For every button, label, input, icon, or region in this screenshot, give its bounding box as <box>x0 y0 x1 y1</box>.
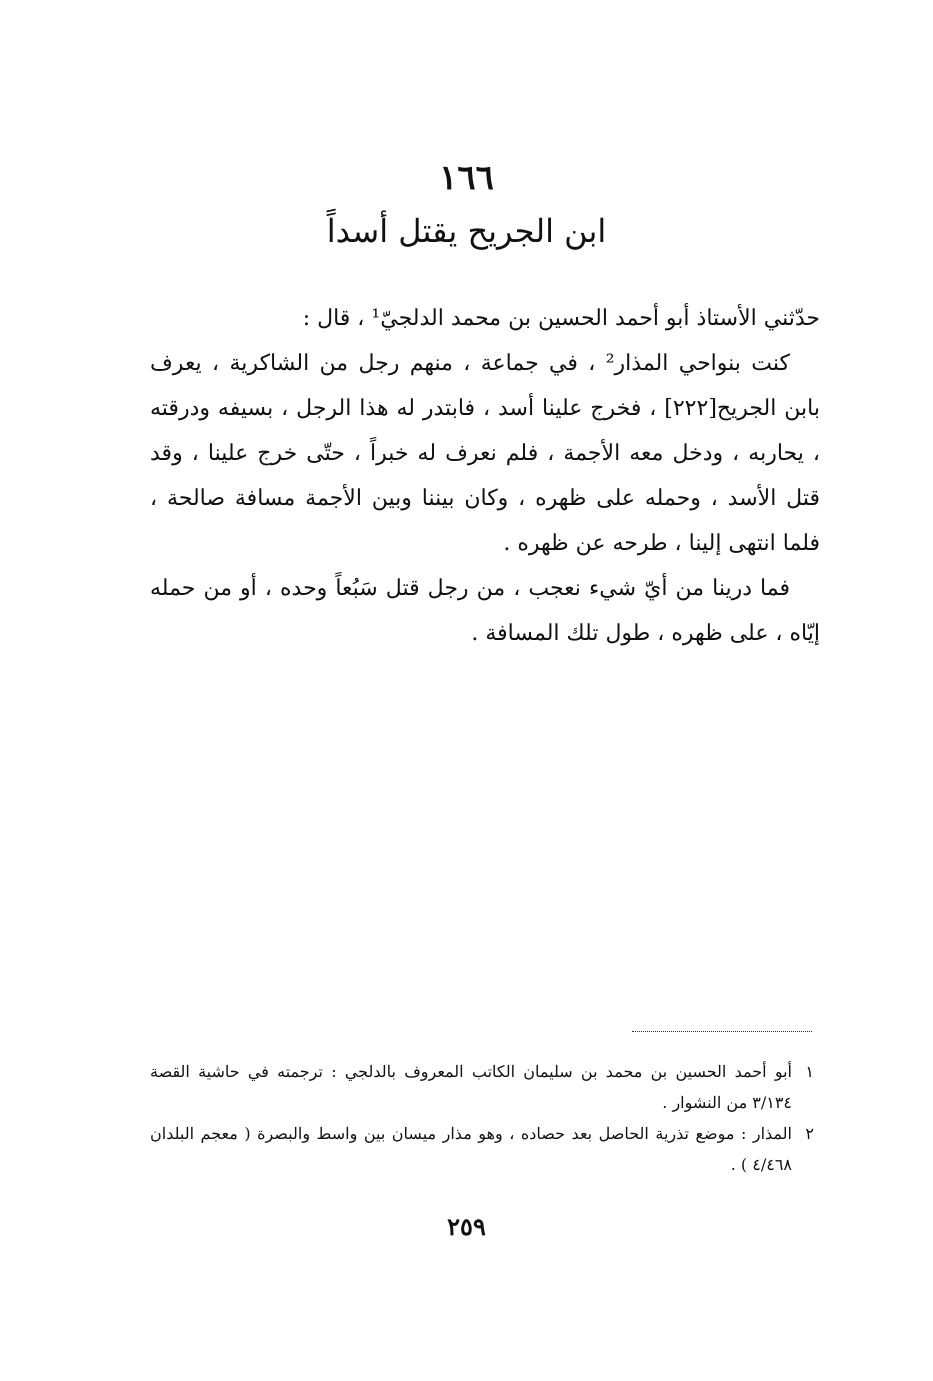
narrator-line: حدّثني الأستاذ أبو أحمد الحسين بن محمد الدلجيّ¹ ، قال : <box>302 306 820 331</box>
footnote-text: أبو أحمد الحسين بن محمد بن سليمان الكاتب المعروف بالدلجي : ترجمته في حاشية القصة ٣/١٣٤ من النشوار . <box>150 1062 792 1112</box>
footnote-number: ٢ <box>805 1124 814 1143</box>
footnote <box>150 1056 814 1118</box>
story-number: ١٦٦ <box>439 158 494 198</box>
story-paragraph: فما درينا من أيّ شيء نعجب ، من رجل قتل سَبُعاً وحده ، أو من حمله إيّاه ، على ظهره ، طول تلك المسافة . <box>150 576 820 646</box>
footnote-number: ١ <box>805 1062 814 1081</box>
page-number: ٢٥٩ <box>447 1212 486 1241</box>
footnote-text: المذار : موضع تذرية الحاصل بعد حصاده ، وهو مذار ميسان بين واسط والبصرة ( معجم البلدان ٤/٤٦٨ ) . <box>150 1124 792 1174</box>
footnote-separator <box>632 1031 812 1032</box>
story-paragraph: كنت بنواحي المذار² ، في جماعة ، منهم رجل من الشاكرية ، يعرف بابن الجريح[٢٢٢] ، فخرج علينا أسد ، فابتدر له هذا الرجل ، بسيفه ودرقته ، يحاربه ، ودخل معه الأجمة ، فلم نعرف له خبراً ، حتّى خرج علينا ، وقد قتل الأسد ، وحمله على ظهره ، وكان بيننا وبين الأجمة مسافة صالحة ، فلما انتهى إلينا ، طرحه عن ظهره . <box>150 351 820 556</box>
footnotes <box>150 1056 814 1180</box>
story-title: ابن الجريح يقتل أسداً <box>326 212 607 250</box>
footnote <box>150 1118 814 1180</box>
story-body <box>150 296 820 656</box>
